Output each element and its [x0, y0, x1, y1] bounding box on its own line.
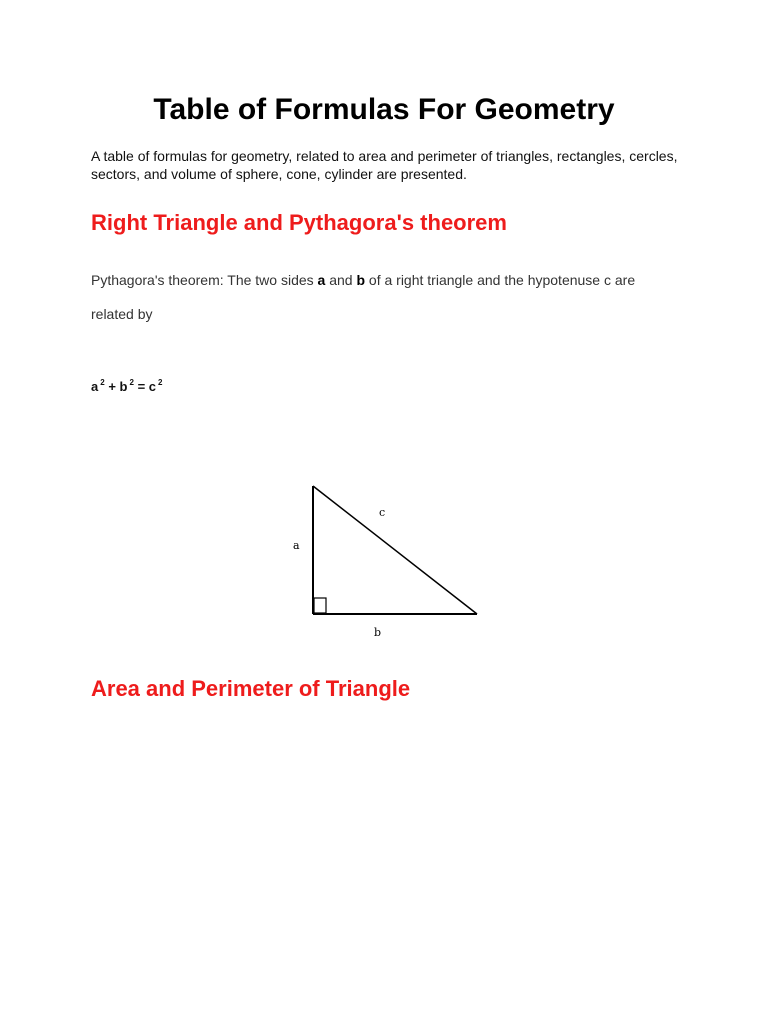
section-heading-right-triangle: Right Triangle and Pythagora's theorem — [91, 210, 507, 235]
formula-a: a — [91, 379, 99, 394]
right-angle-marker — [314, 598, 326, 613]
label-side-a: a — [293, 539, 300, 552]
formula-c-exponent: 2 — [158, 378, 163, 387]
theorem-and: and — [325, 272, 357, 288]
formula-b-exponent: 2 — [129, 378, 134, 387]
theorem-side-a: a — [317, 272, 326, 288]
theorem-side-b: b — [356, 272, 366, 288]
theorem-prefix: Pythagora's theorem: The two sides — [91, 272, 318, 288]
theorem-statement-continued: related by — [91, 306, 153, 322]
page-title: Table of Formulas For Geometry — [153, 93, 615, 126]
triangle-hypotenuse — [313, 486, 477, 614]
formula-equals: = — [137, 379, 146, 394]
formula-plus: + — [108, 379, 116, 394]
theorem-statement — [91, 271, 635, 289]
label-side-b: b — [374, 626, 382, 639]
formula-c: c — [148, 379, 157, 394]
section-heading-area-perimeter-triangle: Area and Perimeter of Triangle — [91, 676, 411, 701]
theorem-suffix: of a right triangle and the hypotenuse c are — [365, 272, 636, 288]
formula-b: b — [119, 379, 128, 394]
label-side-c: c — [379, 506, 386, 519]
intro-paragraph: A table of formulas for geometry, related to area and perimeter of triangles, rectangles, cercles, sectors, and volume of sphere, cone, cylinder are presented. — [91, 148, 678, 182]
pythagorean-formula — [91, 374, 162, 396]
right-triangle-diagram — [280, 478, 490, 646]
formula-a-exponent: 2 — [100, 378, 105, 387]
